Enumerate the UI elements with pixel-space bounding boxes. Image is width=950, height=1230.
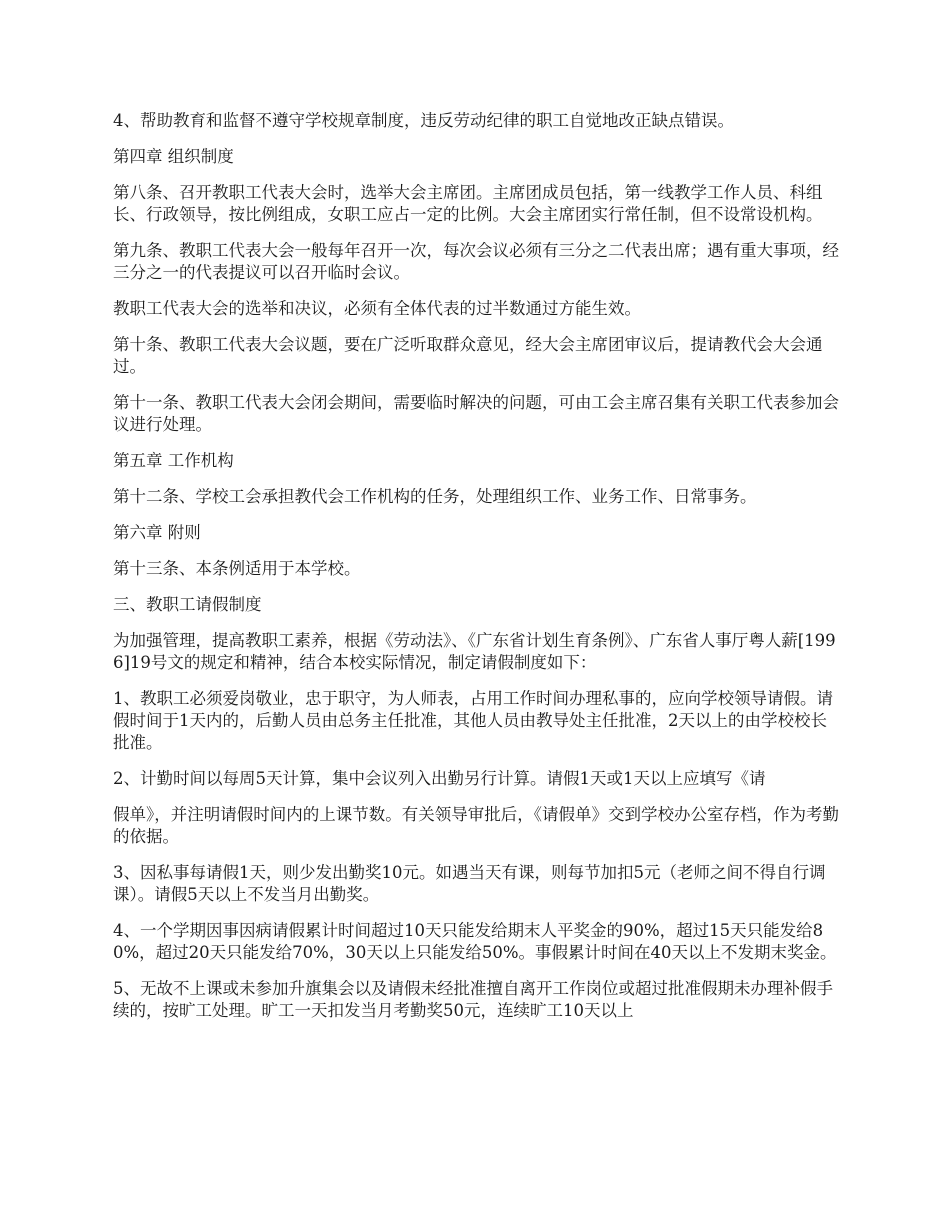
article-13: 第十三条、本条例适用于本学校。: [113, 559, 361, 578]
section-heading-leave-policy: 三、教职工请假制度: [113, 595, 262, 614]
leave-rule-5: 5、无故不上课或未参加升旗集会以及请假未经批准擅自离开工作岗位或超过批准假期未办理补假手续的，按旷工处理。旷工一天扣发当月考勤奖50元，连续旷工10天以上: [113, 979, 833, 1020]
chapter-heading-4: 第四章 组织制度: [113, 147, 234, 166]
leave-rule-2-part-2: 假单》，并注明请假时间内的上课节数。有关领导审批后，《请假单》交到学校办公室存档，作为考勤的依据。: [113, 805, 839, 846]
leave-policy-intro: 为加强管理，提高教职工素养，根据《劳动法》、《广东省计划生育条例》、广东省人事厅粤人薪[1996]19号文的规定和精神，结合本校实际情况，制定请假制度如下：: [113, 631, 836, 672]
document-body: [113, 110, 841, 1036]
paragraph-item-4-help-educate: 4、帮助教育和监督不遵守学校规章制度，违反劳动纪律的职工自觉地改正缺点错误。: [113, 111, 734, 130]
article-10: 第十条、教职工代表大会议题，要在广泛听取群众意见，经大会主席团审议后，提请教代会大会通过。: [113, 335, 823, 376]
chapter-heading-6: 第六章 附则: [113, 523, 201, 542]
election-resolution-paragraph: 教职工代表大会的选举和决议，必须有全体代表的过半数通过方能生效。: [113, 299, 641, 318]
article-8: 第八条、召开教职工代表大会时，选举大会主席团。主席团成员包括，第一线教学工作人员、科组长、行政领导，按比例组成，女职工应占一定的比例。大会主席团实行常任制，但不设常设机构。: [113, 183, 823, 224]
leave-rule-4: 4、一个学期因事因病请假累计时间超过10天只能发给期末人平奖金的90%，超过15天只能发给80%，超过20天只能发给70%，30天以上只能发给50%。事假累计时间在40天以上不发期末奖金。: [113, 921, 837, 962]
article-9: 第九条、教职工代表大会一般每年召开一次，每次会议必须有三分之二代表出席；遇有重大事项，经三分之一的代表提议可以召开临时会议。: [113, 241, 839, 282]
chapter-heading-5: 第五章 工作机构: [113, 451, 234, 470]
leave-rule-3: 3、因私事每请假1天，则少发出勤奖10元。如遇当天有课，则每节加扣5元（老师之间不得自行调课）。请假5天以上不发当月出勤奖。: [113, 863, 826, 904]
leave-rule-1: 1、教职工必须爱岗敬业，忠于职守，为人师表，占用工作时间办理私事的，应向学校领导请假。请假时间于1天内的，后勤人员由总务主任批准，其他人员由教导处主任批准，2天以上的由学校校长批准。: [113, 689, 833, 752]
leave-rule-2-part-1: 2、计勤时间以每周5天计算，集中会议列入出勤另行计算。请假1天或1天以上应填写《请: [113, 769, 766, 788]
article-12: 第十二条、学校工会承担教代会工作机构的任务，处理组织工作、业务工作、日常事务。: [113, 487, 757, 506]
article-11: 第十一条、教职工代表大会闭会期间，需要临时解决的问题，可由工会主席召集有关职工代表参加会议进行处理。: [113, 393, 839, 434]
